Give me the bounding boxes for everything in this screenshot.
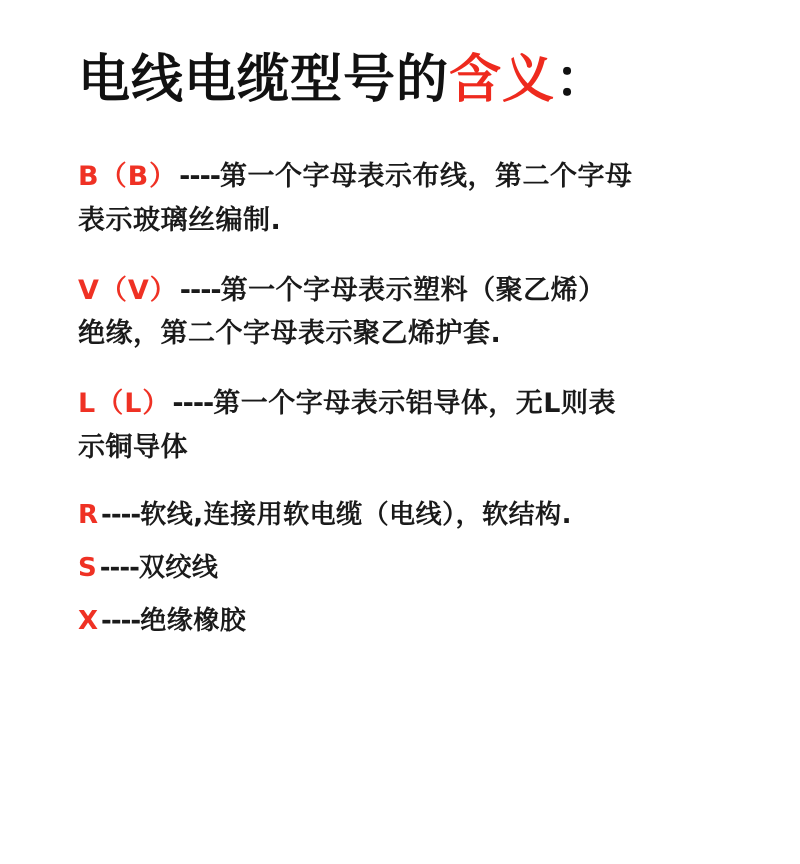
entry-x-line — [78, 602, 740, 641]
entry-s — [78, 549, 740, 588]
entry-x-code: X — [78, 605, 100, 636]
entry-v-line — [78, 269, 740, 356]
entry-l-dashes: ---- — [172, 388, 214, 420]
entry-b-text: 第一个字母表示布线，第二个字母 — [220, 161, 633, 193]
entry-s-dashes: ---- — [99, 552, 139, 583]
entry-l-line — [78, 382, 740, 469]
entry-l — [78, 382, 740, 469]
entry-r-text: 软线,连接用软电缆（电线），软结构. — [140, 499, 572, 530]
entry-x-dashes: ---- — [101, 605, 141, 636]
entry-l-code: L（L） — [78, 388, 171, 420]
entry-l-text: 第一个字母表示铝导体，无L则表 — [213, 388, 616, 420]
entry-b-code: B（B） — [78, 161, 178, 193]
entry-s-text: 双绞线 — [138, 552, 219, 583]
entry-v — [78, 269, 740, 356]
entry-x — [78, 602, 740, 641]
page-title-part-1: 电线电缆型号的 — [78, 50, 450, 110]
entry-v-text: 第一个字母表示塑料（聚乙烯） — [220, 274, 606, 306]
entry-v-dashes: ---- — [179, 274, 221, 306]
entry-b-dashes: ---- — [179, 161, 220, 193]
entry-b-continuation: 表示玻璃丝编制. — [78, 204, 282, 236]
page-title-colon: ： — [555, 50, 609, 110]
entry-b — [78, 155, 740, 242]
entry-b-line — [78, 155, 740, 242]
entry-r-line — [78, 496, 740, 535]
entry-v-code: V（V） — [78, 274, 178, 306]
entry-s-code: S — [78, 552, 98, 583]
page-title-highlight: 含义 — [449, 50, 556, 110]
entry-x-text: 绝缘橡胶 — [140, 605, 247, 636]
page-title — [78, 52, 740, 109]
entry-v-continuation: 绝缘，第二个字母表示聚乙烯护套. — [78, 318, 502, 350]
entry-l-continuation: 示铜导体 — [78, 431, 188, 463]
entry-r-code: R — [78, 499, 100, 530]
entry-r — [78, 496, 740, 535]
entry-r-dashes: ---- — [101, 499, 141, 530]
entry-s-line — [78, 549, 740, 588]
